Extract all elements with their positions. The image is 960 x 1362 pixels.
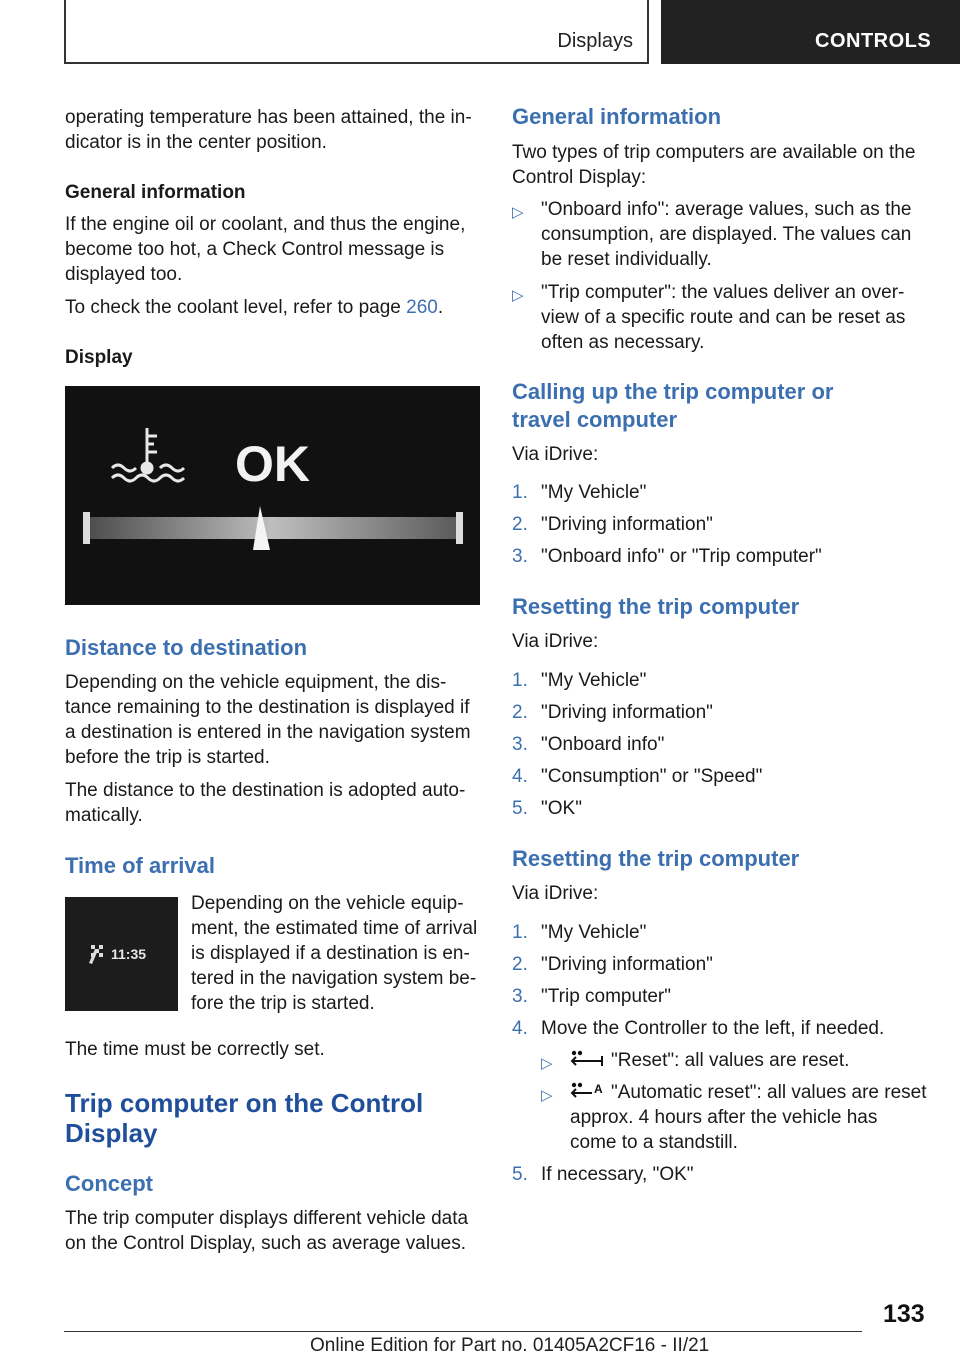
step-number: 1. [512, 922, 528, 943]
arrival-time-graphic [65, 897, 178, 1011]
arrival-line-1: Depending on the vehicle equip- [191, 893, 464, 914]
step-list-2-item-5 [512, 796, 932, 821]
gauge-ok-text: OK [235, 436, 310, 492]
triangle-bullet-icon: ▷ [541, 1055, 553, 1072]
coolant-gauge-graphic [65, 386, 480, 605]
sub-bullet-reset-text: "Reset": all values are reset. [611, 1050, 850, 1071]
svg-text:A: A [594, 1082, 603, 1096]
distance-line-2: tance remaining to the destination is displayed if [65, 697, 470, 718]
step-list-1-item-3 [512, 544, 932, 569]
header-chapter-title: CONTROLS [815, 30, 932, 52]
distance-line-5: The distance to the destination is adopted auto- [65, 780, 466, 801]
right-general-info-heading: General information [512, 104, 722, 129]
via-idrive-3: Via iDrive: [512, 883, 599, 904]
step-number: 4. [512, 766, 528, 787]
step-list-3-item-4 [512, 1016, 932, 1041]
bullet-onboard-info [512, 197, 932, 272]
distance-line-6: matically. [65, 805, 143, 826]
general-info-heading: General information [65, 182, 246, 203]
bullet-trip-computer [512, 280, 932, 355]
distance-line-3: a destination is entered in the navigation system [65, 722, 471, 743]
footer-edition-text: Online Edition for Part no. 01405A2CF16 - II/21 [310, 1335, 710, 1356]
step-number: 3. [512, 986, 528, 1007]
arrival-time-text: 11:35 [111, 946, 147, 962]
step-number: 2. [512, 514, 528, 535]
destination-flag-icon [89, 945, 103, 964]
calling-up-heading-line-2: travel computer [512, 407, 678, 432]
step-list-3-item-5 [512, 1162, 932, 1187]
step-text: "My Vehicle" [541, 482, 647, 503]
step-number: 2. [512, 954, 528, 975]
step-list-2-item-2 [512, 700, 932, 725]
general-info-line-2: become too hot, a Check Control message is [65, 239, 445, 260]
via-idrive-1: Via iDrive: [512, 444, 599, 465]
sub-bullet-reset [541, 1048, 932, 1073]
arrival-time-display-image [65, 897, 178, 1011]
reset-heading-1: Resetting the trip computer [512, 594, 800, 619]
step-number: 1. [512, 670, 528, 691]
step-text: Move the Controller to the left, if needed. [541, 1018, 885, 1039]
general-info-line-1: If the engine oil or coolant, and thus the engine, [65, 214, 466, 235]
coolant-check-text [65, 295, 443, 320]
concept-line-2: on the Control Display, such as average values. [65, 1233, 466, 1254]
coolant-check-suffix: . [437, 297, 444, 318]
step-number: 2. [512, 702, 528, 723]
bullet-onboard-line-3: be reset individually. [541, 249, 712, 270]
step-number: 1. [512, 482, 528, 503]
arrival-line-2: ment, the estimated time of arrival [191, 918, 478, 939]
right-general-line-1: Two types of trip computers are available on the [512, 142, 916, 163]
triangle-bullet-icon: ▷ [512, 204, 524, 221]
step-list-3-item-1 [512, 920, 932, 945]
bullet-onboard-line-2: consumption, are displayed. The values can [541, 224, 912, 245]
triangle-bullet-icon: ▷ [541, 1087, 553, 1104]
sub-bullet-auto-line-3: come to a standstill. [570, 1132, 738, 1153]
reset-symbol-icon [570, 1050, 604, 1075]
bullet-onboard-line-1: "Onboard info": average values, such as the [541, 199, 912, 220]
intro-line-2: dicator is in the center position. [65, 132, 327, 153]
arrival-line-5: fore the trip is started. [191, 993, 375, 1014]
step-list-1-item-1 [512, 480, 932, 505]
automatic-reset-symbol-icon [570, 1080, 604, 1107]
step-list-2-item-4 [512, 764, 932, 789]
step-text: "Driving information" [541, 702, 713, 723]
step-list-1-item-2 [512, 512, 932, 537]
via-idrive-2: Via iDrive: [512, 631, 599, 652]
step-number: 5. [512, 1164, 528, 1185]
calling-up-heading-line-1: Calling up the trip computer or [512, 379, 834, 404]
sub-bullet-auto-line-1: "Automatic reset": all values are reset [611, 1082, 927, 1103]
coolant-temperature-gauge-image [65, 386, 480, 605]
step-list-2-item-1 [512, 668, 932, 693]
coolant-temperature-icon [112, 428, 184, 481]
intro-line-1: operating temperature has been attained, the in- [65, 107, 472, 128]
trip-computer-heading-line-2: Display [65, 1118, 158, 1148]
footer-divider [64, 1331, 862, 1332]
bullet-trip-line-2: view of a specific route and can be reset as [541, 307, 906, 328]
bullet-trip-line-1: "Trip computer": the values deliver an over- [541, 282, 905, 303]
arrival-line-4: tered in the navigation system be- [191, 968, 477, 989]
distance-heading: Distance to destination [65, 635, 308, 660]
header-section-box [64, 0, 649, 64]
step-list-3-item-3 [512, 984, 932, 1009]
step-number: 3. [512, 734, 528, 755]
arrival-heading: Time of arrival [65, 853, 215, 878]
coolant-check-prefix: To check the coolant level, refer to page [65, 297, 407, 318]
distance-line-4: before the trip is started. [65, 747, 270, 768]
sub-bullet-auto-line-2: approx. 4 hours after the vehicle has [570, 1107, 878, 1128]
step-list-3-item-2 [512, 952, 932, 977]
concept-heading: Concept [65, 1171, 153, 1196]
right-general-line-2: Control Display: [512, 167, 647, 188]
step-number: 4. [512, 1018, 528, 1039]
header-chapter-box [661, 0, 960, 64]
general-info-line-3: displayed too. [65, 264, 183, 285]
step-text: "OK" [541, 798, 582, 819]
reset-heading-2: Resetting the trip computer [512, 846, 800, 871]
step-text: "Trip computer" [541, 986, 671, 1007]
step-text: "My Vehicle" [541, 922, 647, 943]
step-list-2-item-3 [512, 732, 932, 757]
triangle-bullet-icon: ▷ [512, 287, 524, 304]
step-text: "Consumption" or "Speed" [541, 766, 763, 787]
step-text: If necessary, "OK" [541, 1164, 694, 1185]
step-text: "Driving information" [541, 514, 713, 535]
arrival-line-6: The time must be correctly set. [65, 1039, 325, 1060]
arrival-line-3: is displayed if a destination is en- [191, 943, 470, 964]
bullet-trip-line-3: often as necessary. [541, 332, 705, 353]
display-heading: Display [65, 347, 133, 368]
step-number: 5. [512, 798, 528, 819]
page-link-260[interactable]: 260 [406, 297, 438, 318]
step-number: 3. [512, 546, 528, 567]
step-text: "Driving information" [541, 954, 713, 975]
header-section-title: Displays [557, 30, 633, 52]
distance-line-1: Depending on the vehicle equipment, the dis- [65, 672, 447, 693]
trip-computer-heading-line-1: Trip computer on the Control [65, 1088, 424, 1118]
page-number: 133 [883, 1300, 925, 1328]
step-text: "My Vehicle" [541, 670, 647, 691]
concept-line-1: The trip computer displays different vehicle data [65, 1208, 469, 1229]
step-text: "Onboard info" or "Trip computer" [541, 546, 822, 567]
step-text: "Onboard info" [541, 734, 665, 755]
sub-bullet-automatic-reset [541, 1080, 932, 1155]
